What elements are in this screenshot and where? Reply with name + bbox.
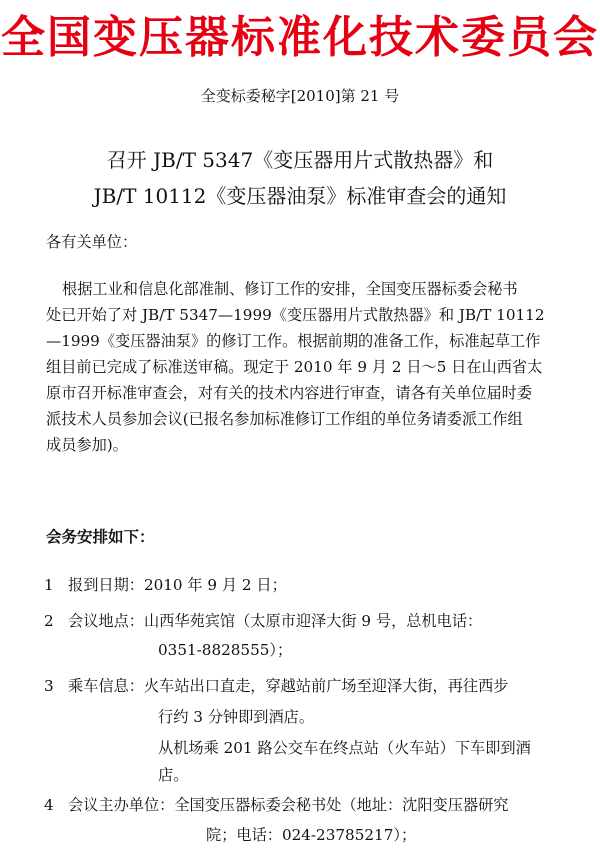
list-item-text: 行约 3 分钟即到酒店。 <box>158 708 315 726</box>
list-item-text: 会议地点：山西华苑宾馆（太原市迎泽大街 9 号，总机电话： <box>68 612 483 630</box>
list-item-number: 1 <box>44 576 54 594</box>
notice-title-line1: 召开 JB/T 5347《变压器用片式散热器》和 <box>106 148 494 172</box>
paragraph-line: 派技术人员参加会议(已报名参加标准修订工作组的单位务请委派工作组 <box>46 410 523 428</box>
list-item-text: 从机场乘 201 路公交车在终点站（火车站）下车即到酒 <box>158 739 531 757</box>
list-item-text: 0351-8828555）； <box>158 641 293 659</box>
list-item-text: 院；电话：024-23785217）； <box>206 826 417 844</box>
paragraph-line: 成员参加)。 <box>46 436 128 454</box>
list-item-number: 2 <box>44 612 54 630</box>
list-item-text: 乘车信息：火车站出口直走，穿越站前广场至迎泽大街，再往西步 <box>68 677 509 695</box>
list-item-text: 店。 <box>158 766 189 784</box>
paragraph-line: 组目前已完成了标准送审稿。现定于 2010 年 9 月 2 日～5 日在山西省太 <box>46 358 543 376</box>
body-paragraph <box>46 276 582 458</box>
list-item-number: 3 <box>44 677 54 695</box>
org-masthead: 全国变压器标准化技术委员会 <box>1 12 599 63</box>
paragraph-line: —1999《变压器油泵》的修订工作。根据前期的准备工作，标准起草工作 <box>46 332 541 350</box>
list-item-number: 4 <box>44 796 54 814</box>
document-number: 全变标委秘字[2010]第 21 号 <box>200 87 400 105</box>
notice-title-line2: JB/T 10112《变压器油泵》标准审查会的通知 <box>93 184 507 208</box>
list-item-text: 会议主办单位：全国变压器标委会秘书处（地址：沈阳变压器研究 <box>68 796 509 814</box>
list-item-text: 报到日期：2010 年 9 月 2 日； <box>68 576 287 594</box>
salutation: 各有关单位： <box>46 233 138 251</box>
paragraph-line: 处已开始了对 JB/T 5347—1999《变压器用片式散热器》和 JB/T 10112 <box>46 306 545 324</box>
arrangements-heading: 会务安排如下： <box>46 527 155 546</box>
paragraph-line: 根据工业和信息化部准制、修订工作的安排，全国变压器标委会秘书 <box>62 280 518 298</box>
paragraph-line: 原市召开标准审查会，对有关的技术内容进行审查，请各有关单位届时委 <box>46 384 532 402</box>
